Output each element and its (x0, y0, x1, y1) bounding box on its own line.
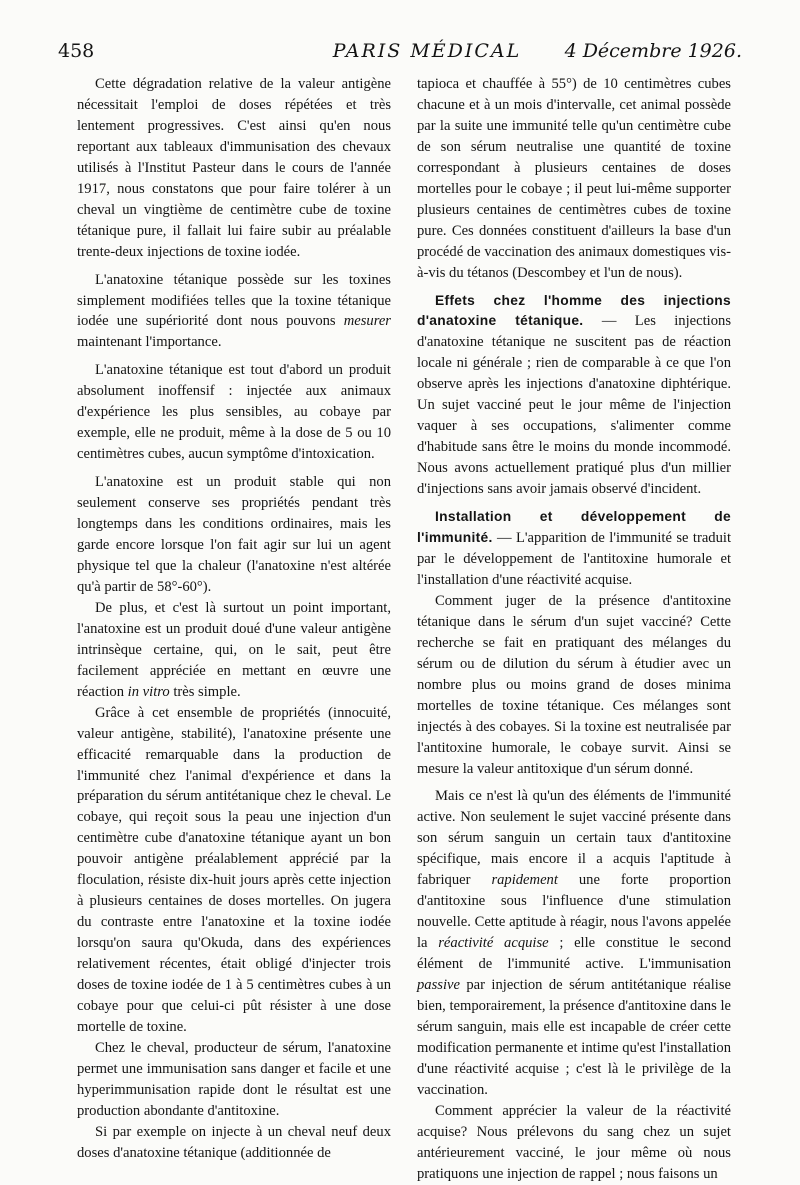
paragraph: Mais ce n'est là qu'un des éléments de l'immunité active. Non seulement le sujet vacciné présente dans son sérum sanguin un certain taux d'antitoxine spécifique, mais encore il a acquis l'aptitude à fabriquer rapidement une forte proportion d'antitoxine sous l'influence d'une stimulation nouvelle. Cette aptitude à réagir, nous l'avons appelée la réactivité acquise ; elle constitue le second élément de l'immunité active. L'immunisation passive par injection de sérum antitétanique réalise bien, temporairement, la présence d'antitoxine dans le sérum sanguin, mais elle est incapable de créer cette modification permanente et intime qu'est l'installation d'une réactivité acquise ; c'est là le privilège de la vaccination. (417, 788, 731, 1098)
paragraph: L'anatoxine est un produit stable qui non seulement conserve ses propriétés pendant très longtemps dans les conditions ordinaires, mais les garde encore lorsque l'on fait agir sur lui un agent physique tel que la chaleur (l'anatoxine n'est altérée qu'à partir de 58°-60°). (77, 474, 391, 595)
running-header (52, 36, 742, 66)
paragraph: De plus, et c'est là surtout un point important, l'anatoxine est un produit doué d'une valeur antigène intrinsèque certaine, qui, on le sait, peut être facilement appréciée en mettant en œuvre une réaction in vitro très simple. (77, 599, 391, 700)
paragraph: L'anatoxine tétanique possède sur les toxines simplement modifiées telles que la toxine tétanique iodée une supériorité dont nous pouvons mesurer maintenant l'importance. (77, 271, 391, 351)
paragraph: Chez le cheval, producteur de sérum, l'anatoxine permet une immunisation sans danger et facile et une hyperimmunisation rapide dont le résultat est une production abondante d'antitoxine. (77, 1039, 391, 1119)
journal-title: PARIS MÉDICAL (332, 40, 522, 62)
paragraph: Si par exemple on injecte à un cheval neuf deux doses d'anatoxine tétanique (additionnée de (77, 1123, 391, 1161)
section-heading: Installation et développement de l'immunité. (417, 509, 731, 546)
paragraph: Grâce à cet ensemble de propriétés (innocuité, valeur antigène, stabilité), l'anatoxine présente une efficacité remarquable dans la production de l'immunité chez l'animal d'expérience et dans la préparation du sérum antitétanique chez le cheval. Le cobaye, qui reçoit sous la peau une injection d'un centimètre cube d'anatoxine tétanique ayant un bon pouvoir antigène préalablement apprécié par la floculation, résiste dix-huit jours après cette injection à plusieurs centaines de doses mortelles. On jugera du contraste entre l'anatoxine et la toxine iodée lorsqu'on saura qu'Okuda, dans des expériences relativement récentes, était obligé d'injecter trois doses de toxine iodée de 1 à 5 centimètres cubes à un cobaye pour que celui-ci pût résister à une dose mortelle de toxine. (77, 704, 391, 1035)
page-number: 458 (58, 40, 95, 62)
paragraph: Installation et développement de l'immunité. — L'apparition de l'immunité se traduit par le développement de l'antitoxine humorale et l'installation d'une réactivité acquise. (417, 509, 731, 588)
paragraph: Comment juger de la présence d'antitoxine tétanique dans le sérum d'un sujet vacciné? Cette recherche se fait en pratiquant des mélanges du sérum ou de dilution du sérum à étudier avec un nombre plus ou moins grand de doses minima mortelles de toxine tétanique. Ces mélanges sont injectés à des cobayes. Si la toxine est neutralisée par l'antitoxine humorale, le cobaye survit. Ainsi se mesure la valeur antitoxique d'un sérum donné. (417, 592, 731, 777)
paragraph: Effets chez l'homme des injections d'anatoxine tétanique. — Les injections d'anatoxine tétanique ne suscitent pas de réaction locale ni générale ; rien de comparable à ce que l'on observe après les injections d'anatoxine diphtérique. Un sujet vacciné peut le jour même de l'injection vaquer à ses occupations, s'alimenter comme d'habitude sans être le moins du monde incommodé. Nous avons actuellement pratiqué plus d'un millier d'injections sans avoir jamais observé d'incident. (417, 292, 731, 498)
paragraph: Cette dégradation relative de la valeur antigène nécessitait l'emploi de doses répétées et très lentement progressives. C'est ainsi qu'en nous reportant aux tableaux d'immunisation des chevaux utilisés à l'Institut Pasteur dans le cours de l'année 1917, nous constatons que pour faire tolérer à un cheval un vingtième de centimètre cube de toxine tétanique pure, il fallait lui faire subir au préalable trente-deux injections de toxine iodée. (77, 76, 391, 260)
paragraph: Comment apprécier la valeur de la réactivité acquise? Nous prélevons du sang chez un sujet antérieurement vacciné, le jour même où nous pratiquons une injection de rappel ; nous faisons un (417, 1102, 731, 1182)
paragraph: tapioca et chauffée à 55°) de 10 centimètres cubes chacune et à un mois d'intervalle, cet animal possède par la suite une immunité telle qu'un centimètre cube de son sérum neutralise une quantité de toxine correspondant à plusieurs centaines de doses mortelles pour le cobaye ; il peut lui-même supporter plusieurs centaines de centimètres cubes de toxine pure. Ces données constituent d'ailleurs la base d'un procédé de vaccination des animaux domestiques vis-à-vis du tétanos (Descombey et l'un de nous). (417, 76, 731, 281)
left-column (77, 74, 391, 1164)
issue-date: 4 Décembre 1926. (564, 40, 742, 62)
right-column (417, 74, 731, 1185)
paragraph: L'anatoxine tétanique est tout d'abord un produit absolument inoffensif : injectée aux animaux d'expérience les plus sensibles, au cobaye par exemple, elle ne produit, même à la dose de 5 ou 10 centimètres cubes, aucun symptôme d'intoxication. (77, 362, 391, 463)
section-heading: Effets chez l'homme des injections d'anatoxine tétanique. (417, 292, 731, 329)
